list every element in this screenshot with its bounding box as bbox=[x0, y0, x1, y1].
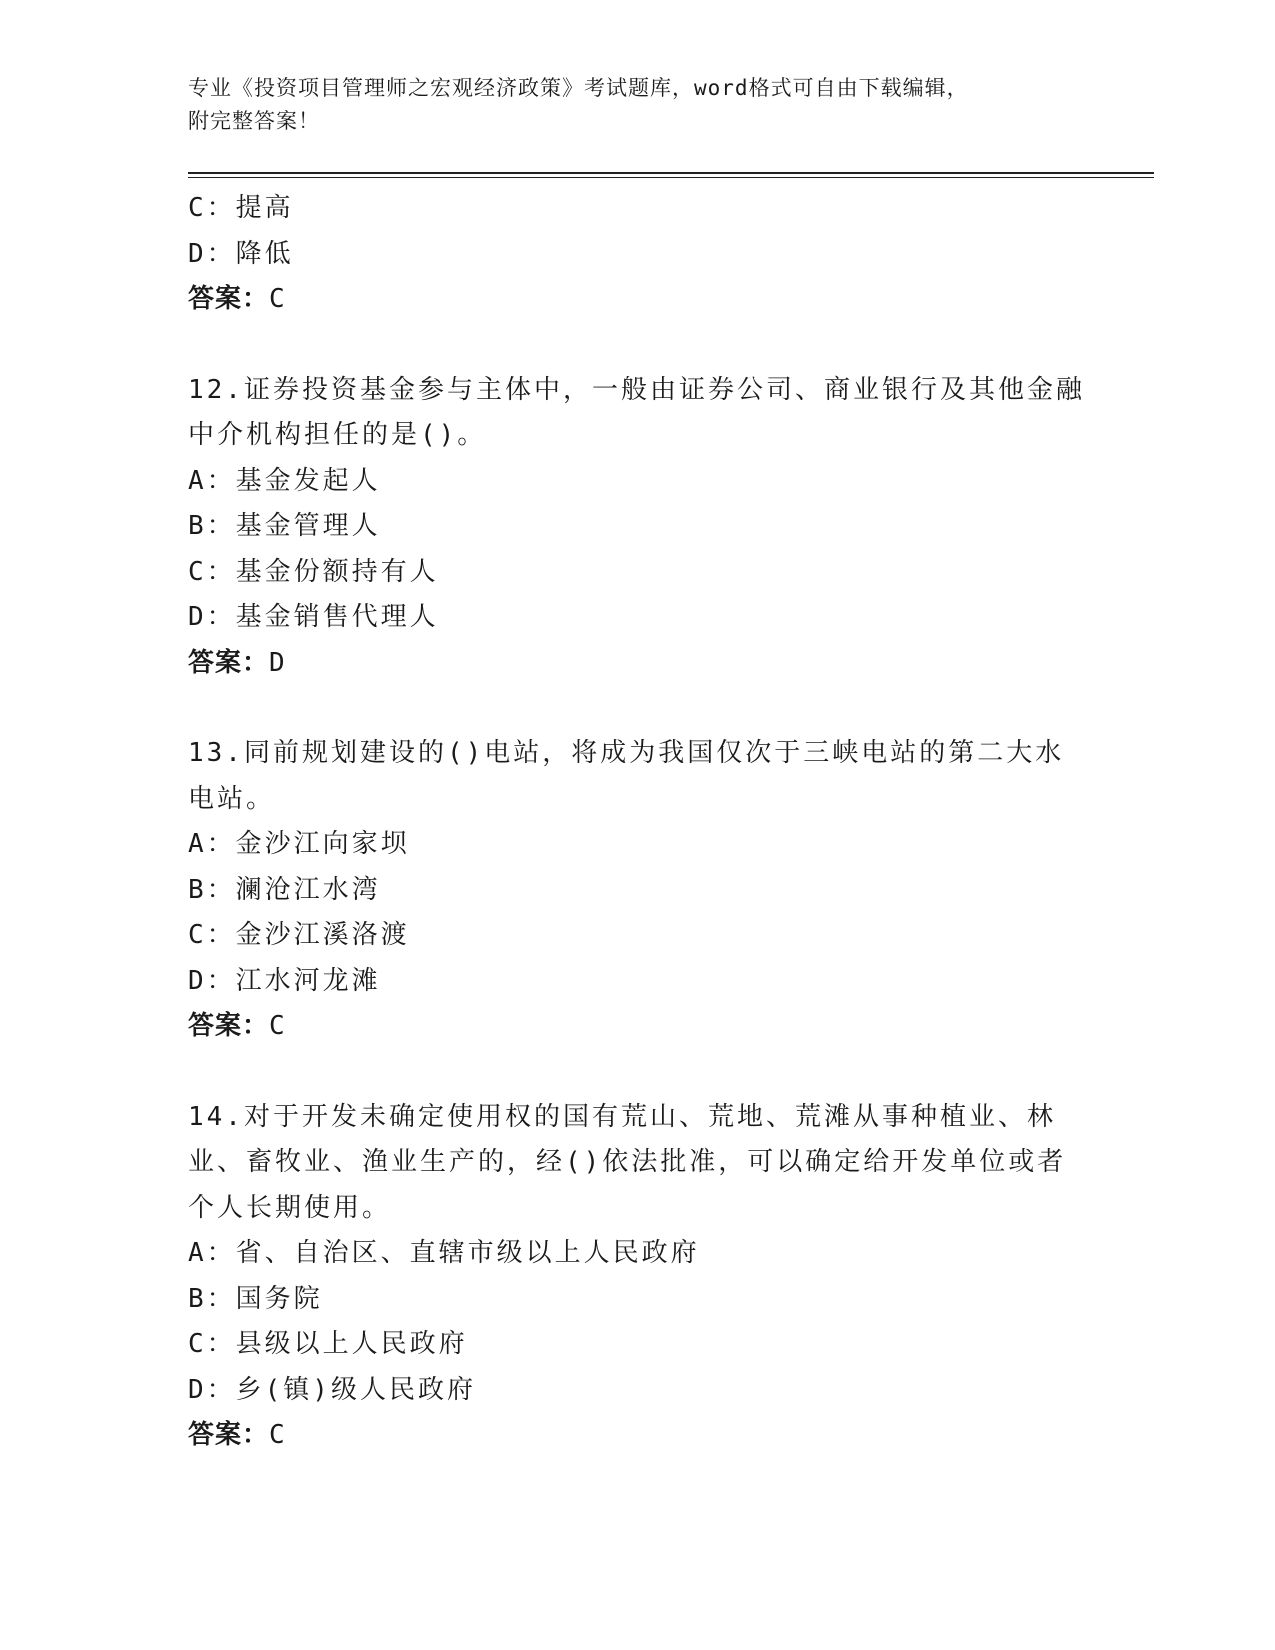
answer-value: C bbox=[269, 284, 286, 314]
document-header bbox=[188, 72, 1158, 138]
option-c: C：基金份额持有人 bbox=[188, 556, 439, 587]
answer-line bbox=[188, 1004, 1158, 1050]
answer-label: 答案： bbox=[188, 647, 270, 678]
answer-label: 答案： bbox=[188, 284, 270, 314]
option-d: D：降低 bbox=[188, 238, 294, 269]
answer-label: 答案： bbox=[188, 1420, 270, 1450]
option-c: C：县级以上人民政府 bbox=[188, 1329, 468, 1359]
question-11 bbox=[188, 186, 1158, 323]
option-b: B：基金管理人 bbox=[188, 511, 381, 541]
option-c: C：金沙江溪洛渡 bbox=[188, 920, 410, 950]
option-d: D：江水河龙滩 bbox=[188, 965, 381, 996]
question-14 bbox=[188, 1095, 1158, 1459]
option-a: A：省、自治区、直辖市级以上人民政府 bbox=[188, 1238, 700, 1268]
answer-label: 答案： bbox=[188, 1011, 270, 1041]
question-text: 13.同前规划建设的()电站，将成为我国仅次于三峡电站的第二大水电站。 bbox=[188, 738, 1065, 814]
answer-line bbox=[188, 641, 1158, 687]
answer-value: D bbox=[269, 647, 286, 678]
option-b: B：国务院 bbox=[188, 1283, 323, 1314]
answer-line bbox=[188, 277, 1158, 323]
option-b: B：澜沧江水湾 bbox=[188, 874, 381, 905]
question-text: 14.对于开发未确定使用权的国有荒山、荒地、荒滩从事种植业、林业、畜牧业、渔业生产的，经()依法批准，可以确定给开发单位或者个人长期使用。 bbox=[188, 1101, 1067, 1223]
option-d: D：乡(镇)级人民政府 bbox=[188, 1374, 476, 1405]
document-page bbox=[188, 72, 1158, 1459]
header-line-2: 附完整答案！ bbox=[188, 109, 320, 133]
answer-line bbox=[188, 1413, 1158, 1459]
answer-value: C bbox=[269, 1420, 286, 1450]
header-divider bbox=[188, 172, 1154, 178]
header-line-1: 专业《投资项目管理师之宏观经济政策》考试题库，word格式可自由下载编辑， bbox=[188, 76, 969, 100]
question-13 bbox=[188, 731, 1158, 1050]
option-c: C：提高 bbox=[188, 193, 294, 223]
option-d: D：基金销售代理人 bbox=[188, 602, 439, 632]
question-text: 12.证券投资基金参与主体中，一般由证券公司、商业银行及其他金融中介机构担任的是()。 bbox=[188, 374, 1085, 450]
option-a: A：金沙江向家坝 bbox=[188, 829, 410, 859]
option-a: A：基金发起人 bbox=[188, 465, 381, 496]
answer-value: C bbox=[269, 1011, 286, 1041]
question-12 bbox=[188, 368, 1158, 687]
